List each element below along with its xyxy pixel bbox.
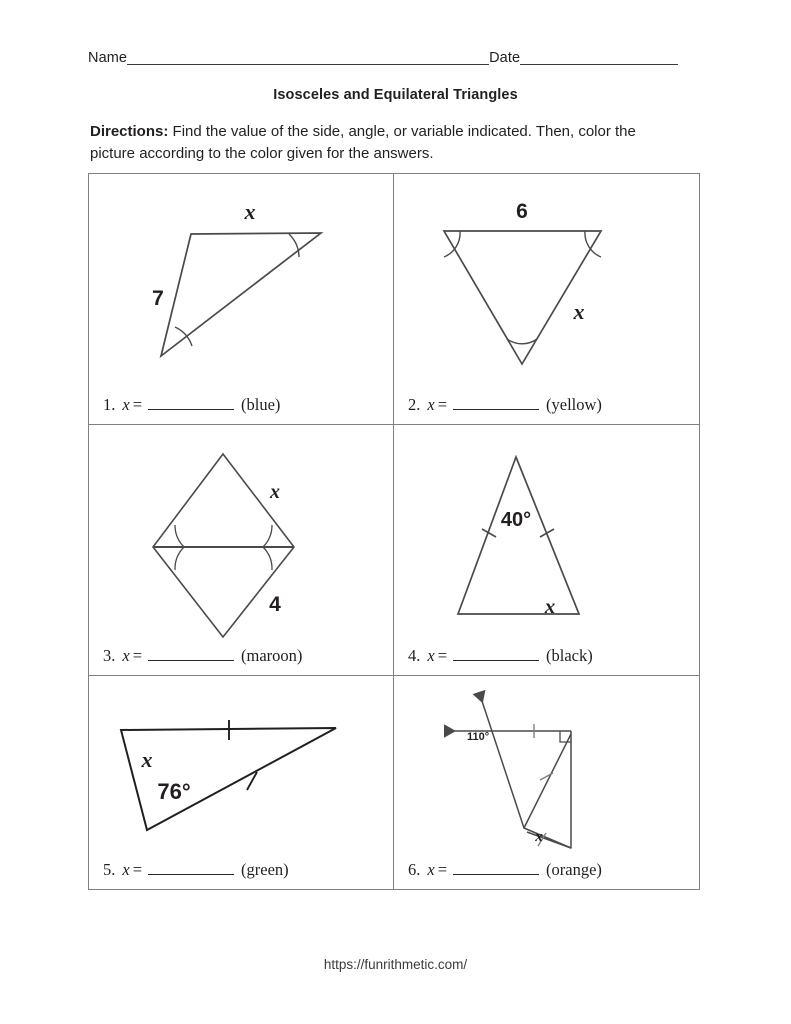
problem-cell-6 <box>394 676 699 889</box>
answer-color-5: (green) <box>241 860 289 879</box>
answer-row-3 <box>103 646 302 666</box>
answer-equals-2: = <box>437 395 448 414</box>
upper-leg-6 <box>524 734 571 828</box>
angle-arc-right-lower-3 <box>263 547 272 570</box>
problem-cell-4 <box>394 425 699 676</box>
problem-cell-3 <box>89 425 394 676</box>
directions <box>90 121 670 165</box>
figure-6 <box>394 676 699 889</box>
answer-color-4: (black) <box>546 646 593 665</box>
page-title: Isosceles and Equilateral Triangles <box>273 87 518 103</box>
directions-label: Directions: <box>90 123 169 140</box>
figure-6-label-110deg: 110° <box>467 731 490 743</box>
answer-equals-4: = <box>437 646 448 665</box>
angle-arc-bottom-2 <box>507 339 537 344</box>
figure-1 <box>89 174 393 424</box>
figure-5-label-76deg: 76° <box>157 779 191 804</box>
figure-3 <box>89 425 393 675</box>
problem-number-6: 6. <box>408 860 421 879</box>
answer-blank-5[interactable] <box>148 861 234 875</box>
footer-url[interactable]: https://funrithmetic.com/ <box>323 957 468 972</box>
answer-equals-5: = <box>132 860 143 879</box>
tick-mark-upper-leg-6 <box>540 773 553 780</box>
figure-4-label-x: x <box>544 594 556 618</box>
answer-row-2 <box>408 395 602 415</box>
answer-color-6: (orange) <box>546 860 602 879</box>
problem-number-2: 2. <box>408 395 421 414</box>
answer-blank-1[interactable] <box>148 396 234 410</box>
angle-arc-right-upper-3 <box>263 525 272 547</box>
problem-number-5: 5. <box>103 860 116 879</box>
answer-color-1: (blue) <box>241 395 281 414</box>
figure-6-label-x: x <box>535 829 543 845</box>
figure-4-label-40deg: 40° <box>500 509 532 531</box>
problem-number-4: 4. <box>408 646 421 665</box>
transversal-ray-6 <box>479 692 524 828</box>
answer-blank-4[interactable] <box>453 647 539 661</box>
angle-arc-left-upper-3 <box>175 525 184 547</box>
problem-cell-2 <box>394 174 699 425</box>
answer-variable-4: x <box>427 646 435 665</box>
triangle-outline-5 <box>121 728 336 830</box>
answer-variable-3: x <box>122 646 130 665</box>
problem-number-3: 3. <box>103 646 116 665</box>
answer-row-5 <box>103 860 289 880</box>
name-date-row <box>88 44 696 66</box>
answer-row-6 <box>408 860 602 880</box>
triangle-outline-1 <box>161 233 321 356</box>
figure-2 <box>394 174 699 424</box>
answer-variable-2: x <box>427 395 435 414</box>
answer-variable-5: x <box>122 860 130 879</box>
answer-blank-3[interactable] <box>148 647 234 661</box>
figure-2-label-6: 6 <box>516 200 528 223</box>
answer-equals-3: = <box>132 646 143 665</box>
figure-3-label-x: x <box>270 481 280 503</box>
figure-2-label-x: x <box>573 299 585 324</box>
name-label: Name <box>88 50 128 66</box>
problem-grid <box>88 173 700 890</box>
answer-color-3: (maroon) <box>241 646 303 665</box>
answer-variable-1: x <box>122 395 130 414</box>
answer-equals-1: = <box>132 395 143 414</box>
figure-5-label-x: x <box>141 747 153 772</box>
angle-arc-left-lower-3 <box>175 547 184 570</box>
date-label: Date <box>489 50 521 66</box>
triangle-outline-4 <box>458 457 579 614</box>
date-write-line[interactable] <box>520 52 678 65</box>
figure-1-label-7: 7 <box>152 287 164 310</box>
answer-row-1 <box>103 395 280 415</box>
figure-4 <box>394 425 699 675</box>
answer-blank-6[interactable] <box>453 861 539 875</box>
directions-text: Find the value of the side, angle, or variable indicated. Then, color the picture according to the color given for the answers. <box>90 123 636 162</box>
answer-variable-6: x <box>427 860 435 879</box>
figure-5 <box>89 676 393 889</box>
answer-equals-6: = <box>437 860 448 879</box>
answer-blank-2[interactable] <box>453 396 539 410</box>
problem-number-1: 1. <box>103 395 116 414</box>
answer-row-4 <box>408 646 593 666</box>
problem-cell-5 <box>89 676 394 889</box>
problem-cell-1 <box>89 174 394 425</box>
figure-3-label-4: 4 <box>269 593 281 616</box>
answer-color-2: (yellow) <box>546 395 602 414</box>
figure-1-label-x: x <box>244 199 256 224</box>
name-write-line[interactable] <box>127 52 489 65</box>
lower-leg-ext-6 <box>527 832 571 848</box>
